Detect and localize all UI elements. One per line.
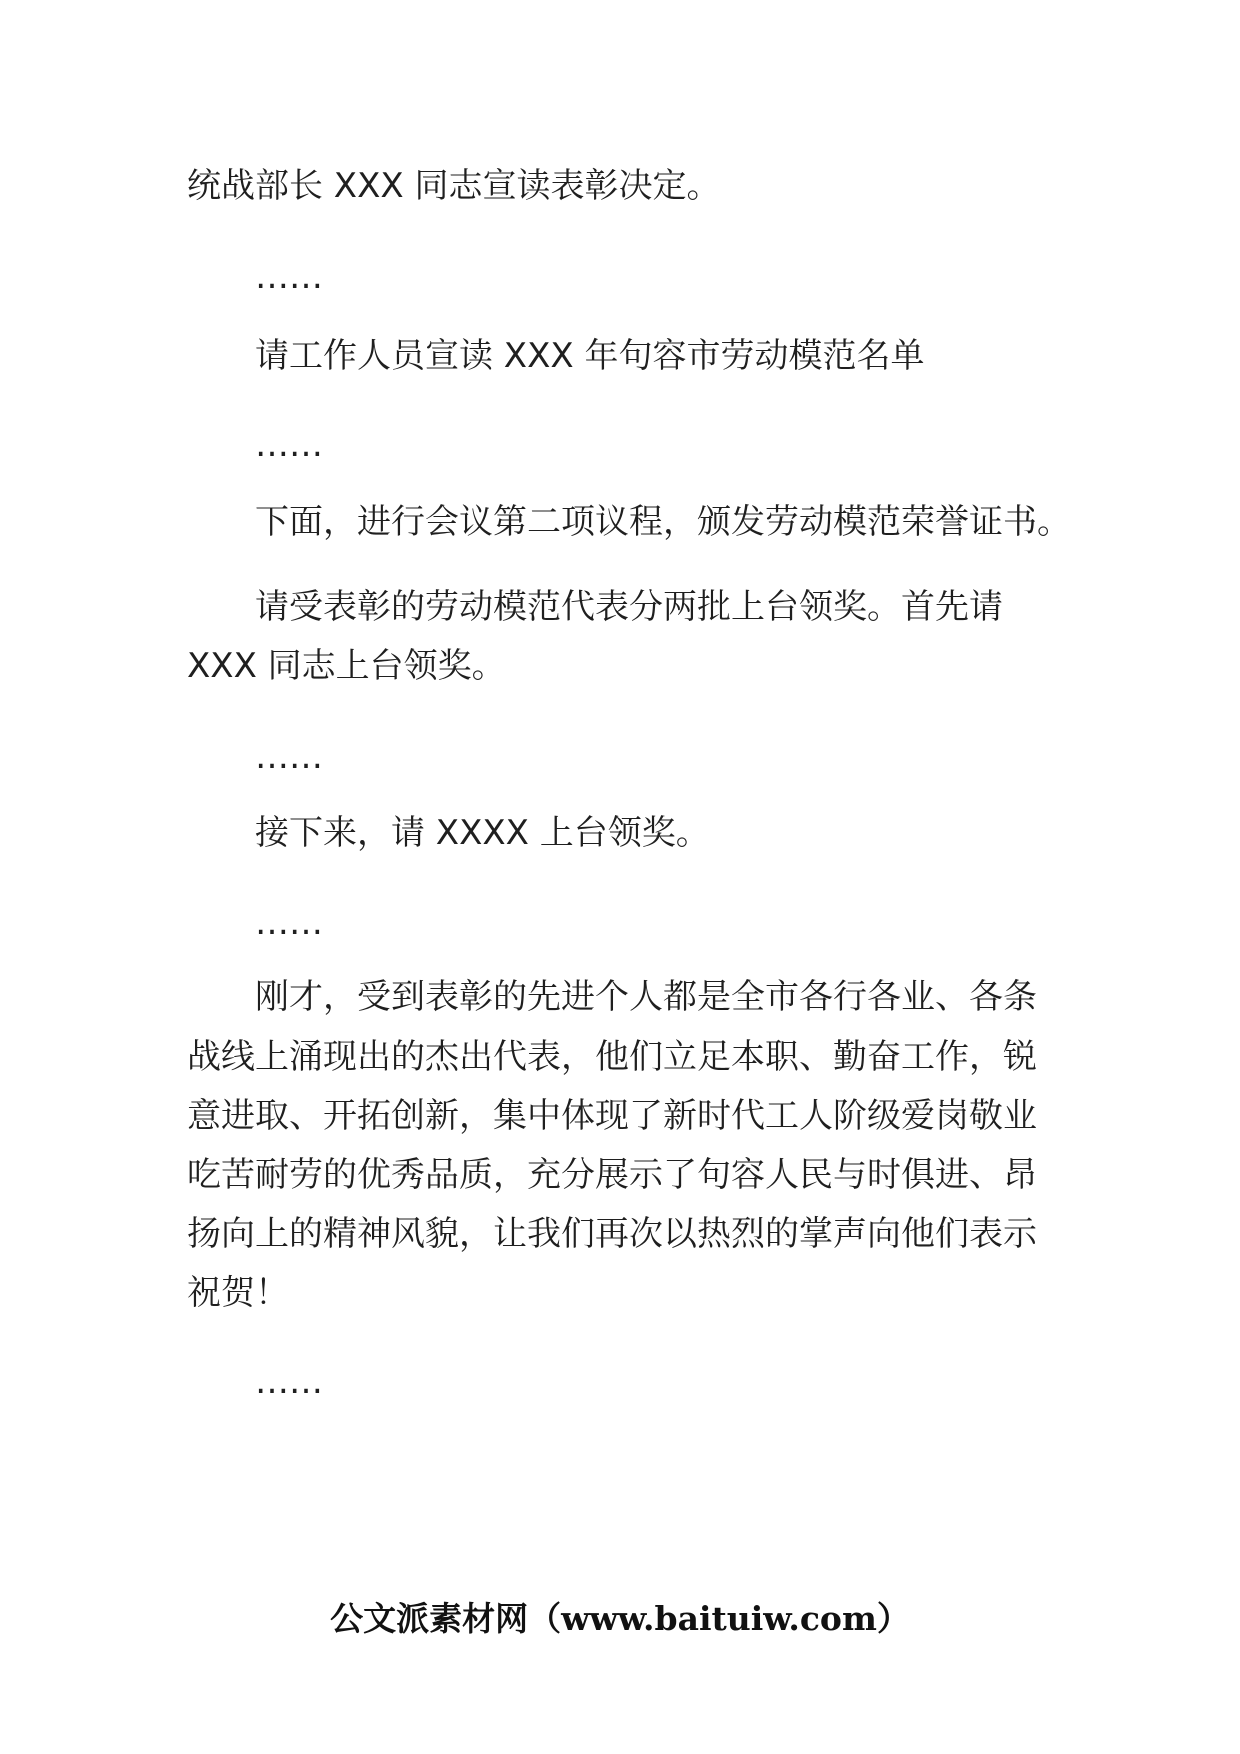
ellipsis-line: …… xyxy=(255,737,323,777)
paragraph-line: 扬向上的精神风貌，让我们再次以热烈的掌声向他们表示 xyxy=(187,1214,1037,1254)
ellipsis-line: …… xyxy=(255,903,323,943)
paragraph-line: 吃苦耐劳的优秀品质，充分展示了句容人民与时俱进、昂 xyxy=(187,1155,1037,1195)
paragraph-line: 请工作人员宣读 XXX 年句容市劳动模范名单 xyxy=(255,336,925,376)
paragraph-line: 统战部长 XXX 同志宣读表彰决定。 xyxy=(187,166,721,206)
ellipsis-line: …… xyxy=(255,425,323,465)
paragraph-line: XXX 同志上台领奖。 xyxy=(187,646,506,686)
paragraph-line: 刚才，受到表彰的先进个人都是全市各行各业、各条 xyxy=(255,977,1037,1017)
ellipsis-line: …… xyxy=(255,1362,323,1402)
paragraph-line: 请受表彰的劳动模范代表分两批上台领奖。首先请 xyxy=(255,587,1003,627)
paragraph-line: 下面，进行会议第二项议程，颁发劳动模范荣誉证书。 xyxy=(255,502,1071,542)
paragraph-line: 接下来，请 XXXX 上台领奖。 xyxy=(255,813,710,853)
paragraph-line: 祝贺！ xyxy=(187,1273,289,1313)
paragraph-line: 意进取、开拓创新，集中体现了新时代工人阶级爱岗敬业 xyxy=(187,1096,1037,1136)
footer-source-link: 公文派素材网（www.baituiw.com） xyxy=(330,1599,910,1638)
paragraph-line: 战线上涌现出的杰出代表，他们立足本职、勤奋工作，锐 xyxy=(187,1037,1037,1077)
ellipsis-line: …… xyxy=(255,257,323,297)
